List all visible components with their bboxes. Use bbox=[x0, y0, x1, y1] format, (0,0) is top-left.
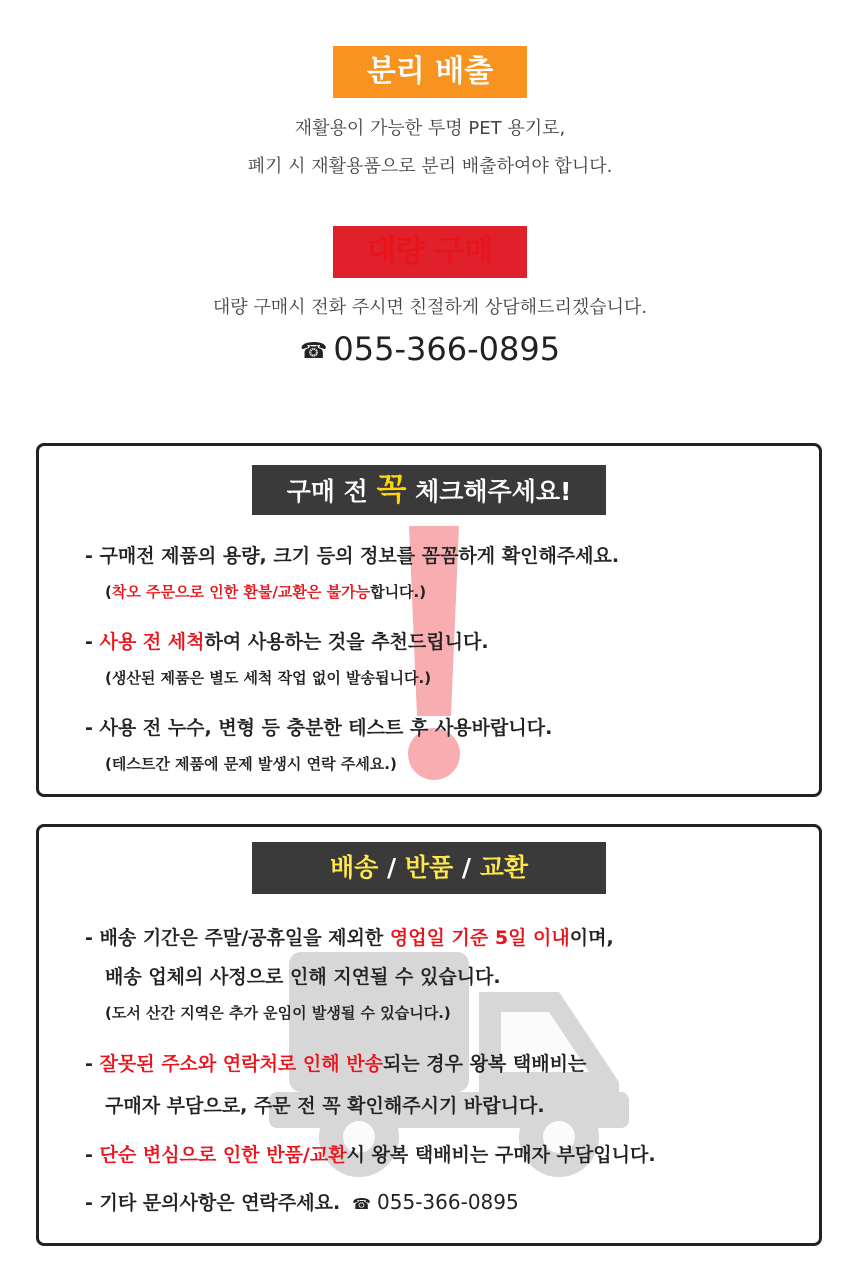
bulk-purchase-line: 대량 구매시 전화 주시면 친절하게 상담해드리겠습니다. bbox=[212, 297, 648, 318]
shipping-item-4: - 기타 문의사항은 연락주세요. ☎ 055-366-0895 bbox=[85, 1190, 519, 1214]
check-item-3: - 사용 전 누수, 변형 등 충분한 테스트 후 사용바랍니다. bbox=[85, 717, 553, 739]
phone-icon: ☎ bbox=[299, 338, 328, 364]
title-shipping: 배송 bbox=[329, 853, 379, 882]
title-return: 반품 bbox=[404, 853, 454, 882]
separate-disposal-badge: 분리 배출 bbox=[333, 46, 527, 98]
check-item-2-note: (생산된 제품은 별도 세척 작업 없이 발송됩니다.) bbox=[105, 669, 432, 687]
shipping-item-1-note: (도서 산간 지역은 추가 운임이 발생될 수 있습니다.) bbox=[105, 1004, 451, 1022]
shipping-return-exchange-box bbox=[36, 824, 822, 1246]
title-text-post: 체크해주세요! bbox=[415, 477, 572, 506]
shipping-box-title: 배송 / 반품 / 교환 bbox=[252, 842, 606, 894]
title-emphasis: 꼭 bbox=[376, 472, 407, 508]
check-item-1: - 구매전 제품의 용량, 크기 등의 정보를 꼼꼼하게 확인해주세요. bbox=[85, 545, 620, 567]
title-text-pre: 구매 전 bbox=[286, 477, 368, 506]
check-item-2: - 사용 전 세척하여 사용하는 것을 추천드립니다. bbox=[85, 631, 489, 653]
disposal-line-2: 폐기 시 재활용품으로 분리 배출하여야 합니다. bbox=[247, 156, 613, 177]
shipping-item-2: - 잘못된 주소와 연락처로 인해 반송되는 경우 왕복 택배비는 bbox=[85, 1053, 587, 1075]
check-before-purchase-box bbox=[36, 443, 822, 797]
check-item-1-note: (착오 주문으로 인한 환불/교환은 불가능합니다.) bbox=[105, 583, 427, 601]
disposal-line-1: 재활용이 가능한 투명 PET 용기로, bbox=[294, 118, 566, 139]
bulk-phone bbox=[0, 330, 860, 368]
shipping-item-1-line2: 배송 업체의 사정으로 인해 지연될 수 있습니다. bbox=[105, 966, 501, 988]
title-exchange: 교환 bbox=[479, 853, 529, 882]
shipping-item-1: - 배송 기간은 주말/공휴일을 제외한 영업일 기준 5일 이내이며, bbox=[85, 927, 614, 949]
phone-number: 055-366-0895 bbox=[377, 1190, 519, 1214]
phone-number: 055-366-0895 bbox=[333, 330, 561, 368]
check-item-3-note: (테스트간 제품에 문제 발생시 연락 주세요.) bbox=[105, 755, 397, 773]
check-box-title bbox=[252, 465, 606, 515]
bulk-purchase-badge: 대량 구매 bbox=[333, 226, 527, 278]
phone-icon: ☎ bbox=[352, 1195, 371, 1213]
shipping-item-2-line2: 구매자 부담으로, 주문 전 꼭 확인해주시기 바랍니다. bbox=[105, 1095, 545, 1117]
shipping-item-3: - 단순 변심으로 인한 반품/교환시 왕복 택배비는 구매자 부담입니다. bbox=[85, 1144, 656, 1166]
